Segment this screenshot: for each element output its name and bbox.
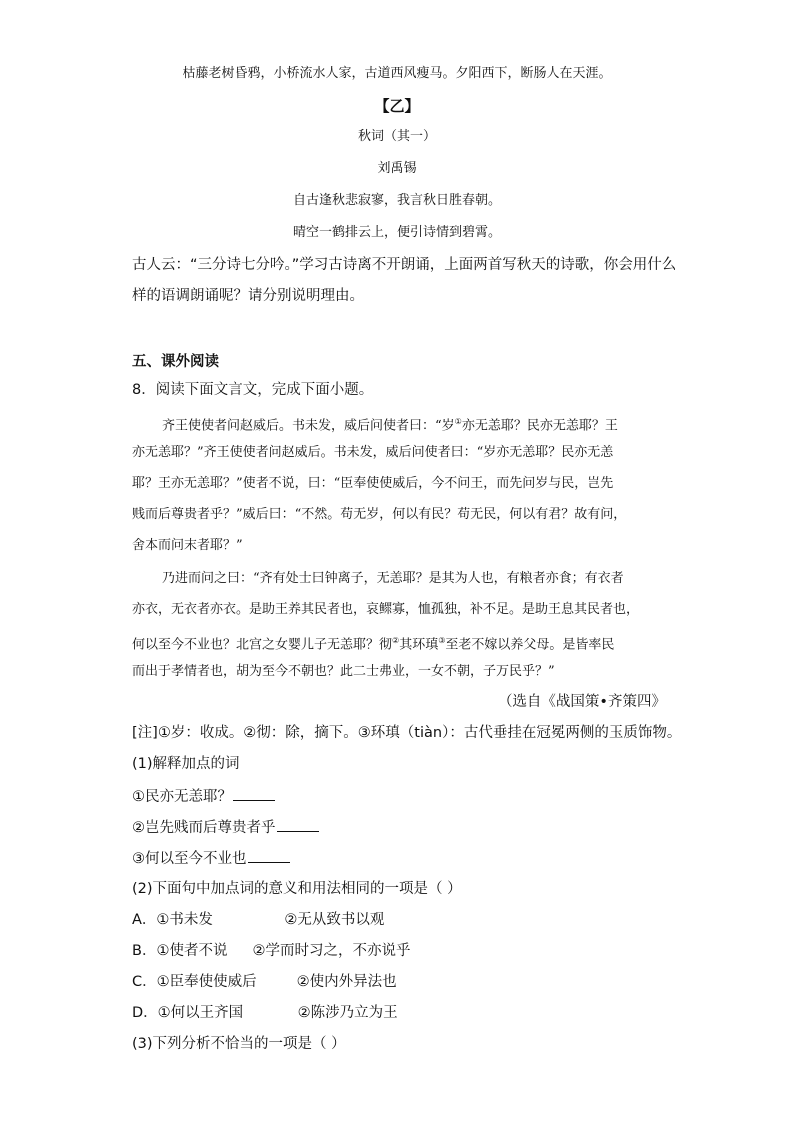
footnote-marker-3: ③ bbox=[438, 636, 446, 645]
option-letter: D． bbox=[132, 1005, 158, 1021]
sub1-item-text: ②岂先贱而后尊贵者乎 bbox=[132, 820, 276, 836]
poem-b-line-2: 晴空一鹤排云上，便引诗情到碧霄。 bbox=[292, 225, 501, 240]
option-letter: A． bbox=[132, 912, 157, 928]
passage-text: 亦无恙耶？民亦无恙耶？王 bbox=[461, 418, 618, 434]
sub1-item-2 bbox=[132, 817, 319, 838]
passage-text: 至老不嫁以养父母。是皆率民 bbox=[445, 637, 615, 653]
option-c-part-2: ②使内外异法也 bbox=[296, 974, 397, 990]
answer-blank[interactable] bbox=[277, 817, 319, 832]
passage-source: （选自《战国策•齐策四》 bbox=[497, 694, 666, 710]
option-b-part-2: ②学而时习之，不亦说乎 bbox=[252, 943, 411, 959]
answer-blank[interactable] bbox=[248, 848, 290, 863]
footnote-marker-1: ① bbox=[454, 417, 462, 426]
footnotes: [注]①岁：收成。②彻：除，摘下。③环瑱（tiàn）：古代垂挂在冠冕两侧的玉质饰物。 bbox=[132, 725, 682, 741]
sub1-item-3 bbox=[132, 848, 290, 869]
sub1-item-text: ①民亦无恙耶？ bbox=[132, 789, 232, 805]
passage-text: 齐王使使者问赵威后。书未发，威后问使者曰：“岁 bbox=[162, 418, 455, 434]
option-a-part-2: ②无从致书以观 bbox=[284, 912, 385, 928]
footnote-marker-2: ② bbox=[392, 636, 400, 645]
option-d-part-2: ②陈涉乃立为王 bbox=[297, 1005, 398, 1021]
option-d-part-1: ①何以王齐国 bbox=[157, 1005, 244, 1021]
q7-line-1: 古人云：“三分诗七分吟。”学习古诗离不开朗诵，上面两首写秋天的诗歌，你会用什么 bbox=[132, 257, 677, 273]
passage-p2-line-1: 乃进而问之曰：“齐有处士曰钟离子，无恙耶？是其为人也，有粮者亦食；有衣者 bbox=[162, 571, 624, 586]
option-letter: C． bbox=[132, 974, 157, 990]
section-heading: 五、课外阅读 bbox=[132, 354, 219, 370]
option-letter: B． bbox=[132, 943, 157, 959]
passage-p1-line-3: 耶？王亦无恙耶？”使者不说，曰：“臣奉使使威后，今不问王，而先问岁与民，岂先 bbox=[132, 476, 614, 491]
passage-p2-line-3 bbox=[132, 631, 614, 655]
poem-b-marker: 【乙】 bbox=[374, 97, 420, 115]
sub2-title: (2)下面句中加点词的意义和用法相同的一项是（ ） bbox=[132, 881, 462, 897]
passage-text: 何以至今不业也？北宫之女婴儿子无恙耶？彻 bbox=[132, 637, 393, 653]
passage-p1-line-5: 舍本而问末者耶？” bbox=[132, 538, 243, 553]
option-c[interactable] bbox=[132, 972, 397, 992]
passage-p1-line-1 bbox=[162, 412, 618, 436]
poem-b-line-1: 自古逢秋悲寂寥，我言秋日胜春朝。 bbox=[292, 193, 501, 208]
option-b[interactable] bbox=[132, 941, 410, 961]
option-b-part-1: ①使者不说 bbox=[156, 943, 228, 959]
passage-p2-line-2: 亦衣，无衣者亦衣。是助王养其民者也，哀鳏寡，恤孤独，补不足。是助王息其民者也， bbox=[132, 602, 640, 617]
q8-prompt: 8．阅读下面文言文，完成下面小题。 bbox=[132, 382, 374, 398]
poem-a-last-line: 枯藤老树昏鸦，小桥流水人家，古道西风瘦马。夕阳西下，断肠人在天涯。 bbox=[182, 66, 612, 81]
q7-line-2: 样的语调朗诵呢？请分别说明理由。 bbox=[132, 288, 364, 304]
option-d[interactable] bbox=[132, 1003, 398, 1023]
option-c-part-1: ①臣奉使使威后 bbox=[156, 974, 257, 990]
poem-b-title: 秋词（其一） bbox=[357, 129, 436, 144]
option-a[interactable] bbox=[132, 910, 384, 930]
poem-b-author: 刘禹锡 bbox=[377, 161, 417, 176]
passage-text: 其环瑱 bbox=[399, 637, 439, 653]
passage-p2-line-4: 而出于孝情者也，胡为至今不朝也？此二士弗业，一女不朝，子万民乎？” bbox=[132, 664, 555, 679]
sub3-title: (3)下列分析不恰当的一项是（ ） bbox=[132, 1036, 346, 1052]
sub1-title: (1)解释加点的词 bbox=[132, 756, 240, 772]
passage-p1-line-2: 亦无恙耶？”齐王使使者问赵威后。书未发，威后问使者曰：“岁亦无恙耶？民亦无恙 bbox=[132, 445, 614, 460]
sub1-item-1 bbox=[132, 786, 275, 807]
sub1-item-text: ③何以至今不业也 bbox=[132, 851, 247, 867]
answer-blank[interactable] bbox=[233, 786, 275, 801]
passage-p1-line-4: 贱而后尊贵者乎？”威后曰：“不然。苟无岁，何以有民？苟无民，何以有君？故有问， bbox=[132, 507, 627, 522]
option-a-part-1: ①书未发 bbox=[156, 912, 213, 928]
